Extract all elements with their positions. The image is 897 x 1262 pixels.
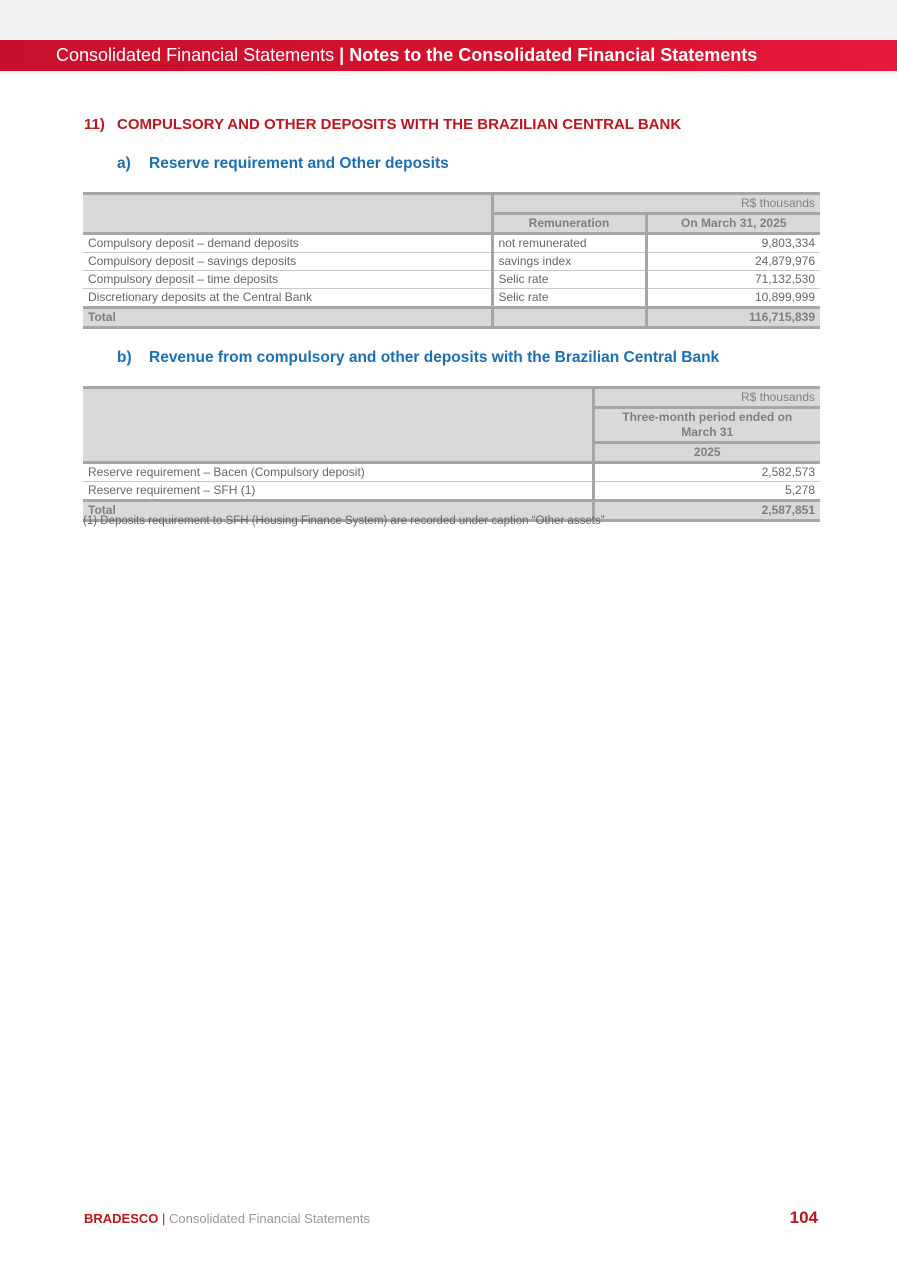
footnote: (1) Deposits requirement to SFH (Housing Finance System) are recorded under caption “Other assets” — [83, 515, 605, 527]
table-b-corner — [83, 388, 593, 463]
total-label: Total — [83, 308, 492, 328]
row-value: 2,582,573 — [593, 463, 820, 482]
row-label: Reserve requirement – Bacen (Compulsory deposit) — [83, 463, 593, 482]
row-label: Compulsory deposit – time deposits — [83, 271, 492, 289]
reserve-requirement-table — [83, 192, 820, 329]
subsection-a-letter: a) — [117, 155, 131, 172]
row-label: Reserve requirement – SFH (1) — [88, 483, 256, 497]
row-remuneration: not remunerated — [492, 234, 646, 253]
row-remuneration: Selic rate — [492, 289, 646, 308]
total-label: Total — [83, 501, 593, 521]
table-row — [83, 271, 820, 289]
table-row — [83, 482, 820, 501]
col-date: On March 31, 2025 — [646, 214, 820, 234]
page-header-banner — [0, 40, 897, 71]
table-row — [83, 253, 820, 271]
row-value: 9,803,334 — [646, 234, 820, 253]
subsection-b-letter: b) — [117, 349, 132, 366]
revenue-table — [83, 386, 820, 522]
footer-doc-title: Consolidated Financial Statements — [169, 1211, 370, 1226]
subsection-b-title: Revenue from compulsory and other deposits with the Brazilian Central Bank — [149, 349, 720, 366]
subsection-a-title: Reserve requirement and Other deposits — [149, 155, 449, 172]
col-remuneration: Remuneration — [492, 214, 646, 234]
table-row — [83, 289, 820, 308]
row-label: Discretionary deposits at the Central Bank — [88, 290, 313, 304]
footer-separator: | — [162, 1211, 166, 1226]
row-label: Compulsory deposit – demand deposits — [83, 234, 492, 253]
top-strip — [0, 0, 897, 40]
table-a-unit: R$ thousands — [492, 194, 820, 214]
section-heading — [84, 116, 681, 133]
col-period — [593, 408, 820, 443]
subsection-b-heading — [117, 349, 719, 367]
table-b-unit: R$ thousands — [593, 388, 820, 408]
row-label: Compulsory deposit – savings deposits — [83, 253, 492, 271]
row-value: 10,899,999 — [646, 289, 820, 308]
row-value: 24,879,976 — [646, 253, 820, 271]
header-separator: | — [339, 45, 345, 65]
section-title: COMPULSORY AND OTHER DEPOSITS WITH THE BRAZILIAN CENTRAL BANK — [117, 116, 682, 133]
header-doc-title: Consolidated Financial Statements — [56, 45, 335, 65]
total-value: 2,587,851 — [593, 501, 820, 521]
col-period-line1: Three-month period ended on — [622, 410, 793, 424]
col-period-line2: March 31 — [681, 425, 734, 439]
total-empty — [492, 308, 646, 328]
table-row — [83, 463, 820, 482]
footer-brand: BRADESCO — [84, 1211, 159, 1226]
row-remuneration: savings index — [492, 253, 646, 271]
subsection-a-heading — [117, 155, 449, 173]
table-a-corner — [83, 194, 492, 234]
row-value: 71,132,530 — [646, 271, 820, 289]
page-footer — [84, 1211, 370, 1226]
header-section-title: Notes to the Consolidated Financial Statements — [349, 45, 758, 65]
row-remuneration: Selic rate — [492, 271, 646, 289]
row-value: 5,278 — [593, 482, 820, 501]
total-row — [83, 308, 820, 328]
col-year: 2025 — [593, 443, 820, 463]
total-value: 116,715,839 — [646, 308, 820, 328]
table-row — [83, 234, 820, 253]
section-number: 11) — [84, 116, 105, 133]
page-number: 104 — [789, 1208, 818, 1227]
